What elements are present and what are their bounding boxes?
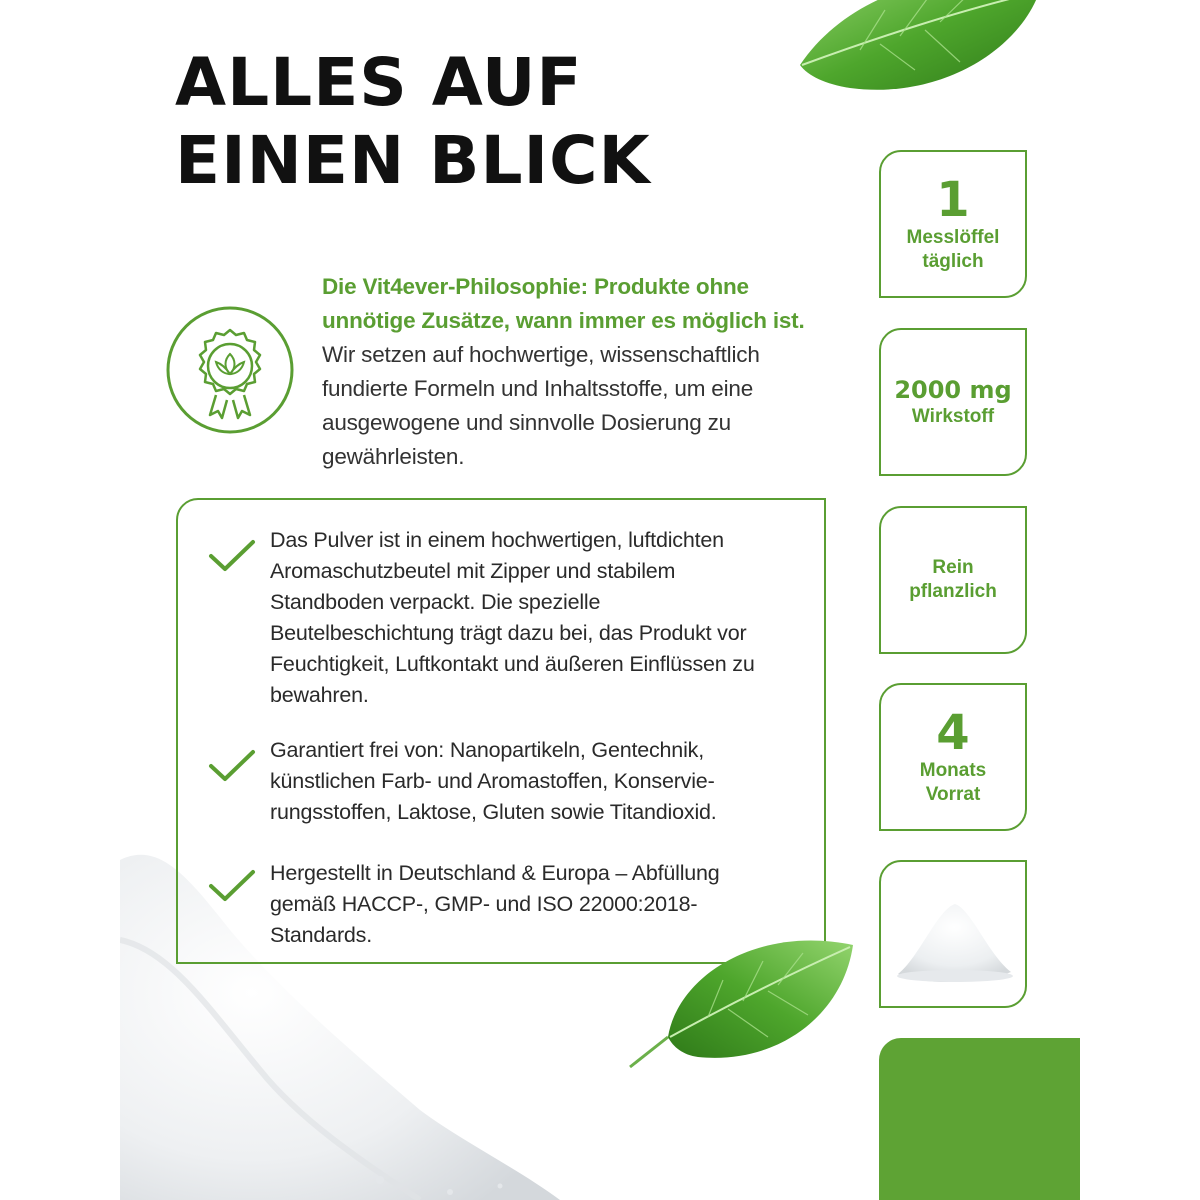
card-plant-based [879, 506, 1027, 654]
card-powder-image [879, 860, 1027, 1008]
card-dosage [879, 150, 1027, 298]
rosette-leaf-icon [160, 300, 300, 440]
card-supply [879, 683, 1027, 831]
card-active-ingredient [879, 328, 1027, 476]
card-plant-based-label-2: pflanzlich [909, 581, 997, 602]
card-active-ingredient-label: Wirkstoff [911, 406, 995, 427]
card-active-ingredient-value: 2000 mg [894, 376, 1012, 404]
page-title [175, 44, 651, 200]
feature-packaging: Das Pulver ist in einem hochwertigen, luftdichten Aromaschutzbeutel mit Zipper und stabilem Standboden verpackt. Die spezielle Beutelbeschichtung trägt dazu bei, das Produkt vor Feuchtigkeit, Luftkontakt und äußeren Einflüssen zu bewahren. [270, 528, 755, 707]
checkmark-icon [208, 748, 256, 784]
feature-free-from: Garantiert frei von: Nanopartikeln, Gentechnik, künstlichen Farb- und Aromastoffen, Konservie-rungsstoffen, Laktose, Gluten sowie Titandioxid. [270, 738, 717, 824]
card-supply-value: 4 [936, 705, 970, 761]
card-plant-based-label-1: Rein [932, 557, 974, 578]
philosophy-lead: Die Vit4ever-Philosophie: Produkte ohne unnötige Zusätze, wann immer es möglich ist. [322, 274, 805, 333]
feature-manufacturing: Hergestellt in Deutschland & Europa – Abfüllung gemäß HACCP-, GMP- und ISO 22000:2018-Standards. [270, 861, 720, 947]
leaf-top-image [790, 0, 1050, 100]
card-supply-label-1: Monats [919, 760, 987, 781]
powder-pile-small-image [883, 864, 1023, 1004]
card-supply-label-2: Vorrat [925, 784, 981, 805]
philosophy-text: Wir setzen auf hochwertige, wissenschaftlich fundierte Formeln und Inhaltsstoffe, um eine ausgewogene und sinnvolle Dosierung zu gewährleisten. [322, 342, 760, 469]
page-title-line-1: ALLES AUF [175, 44, 583, 121]
philosophy-paragraph [322, 270, 812, 474]
page-title-line-2: EINEN BLICK [175, 122, 651, 199]
checkmark-icon [208, 868, 256, 904]
card-dosage-label-1: Messlöffel [906, 227, 1000, 248]
checkmark-icon [208, 538, 256, 574]
card-dosage-label-2: täglich [922, 251, 984, 272]
card-dosage-value: 1 [936, 172, 970, 228]
accent-block [879, 1038, 1080, 1200]
leaf-bottom-image [628, 925, 858, 1075]
